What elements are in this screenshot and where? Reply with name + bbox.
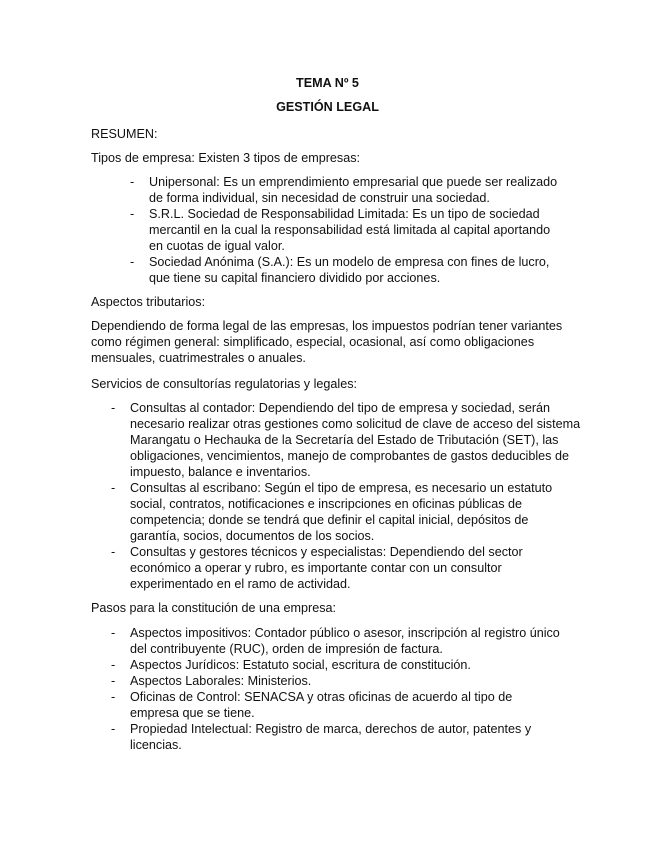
list-item (111, 673, 561, 689)
list-item-text: Aspectos Jurídicos: Estatuto social, escritura de constitución. (130, 658, 471, 672)
list-item (130, 174, 560, 206)
list-item (111, 480, 581, 544)
list-item (130, 206, 560, 254)
dash-bullet: - (111, 674, 116, 688)
list-item-text: Consultas y gestores técnicos y especialistas: Dependiendo del sector económico a operar y rubro, es importante contar con un consultor experimentado en el ramo de actividad. (130, 545, 523, 591)
list-item-text: S.R.L. Sociedad de Responsabilidad Limitada: Es un tipo de sociedad mercantil en la cual la responsabilidad está limitada al capital aportando en cuotas de igual valor. (149, 207, 551, 253)
list-item-text: Consultas al escribano: Según el tipo de empresa, es necesario un estatuto social, contratos, notificaciones e inscripciones en oficinas públicas de competencia; donde se tendrá que definir el capital inicial, depósitos de garantía, socios, documentos de los socios. (130, 481, 553, 543)
list-item-text: Sociedad Anónima (S.A.): Es un modelo de empresa con fines de lucro, que tiene su capital financiero dividido por acciones. (149, 255, 550, 285)
list-item (111, 625, 561, 657)
list-item-text: Unipersonal: Es un emprendimiento empresarial que puede ser realizado de forma individual, sin necesidad de construir una sociedad. (149, 175, 558, 205)
tributarios-text: Dependiendo de forma legal de las empresas, los impuestos podrían tener variantes como régimen general: simplificado, especial, ocasional, así como obligaciones mensuales, cuatrimestrales o anuales. (91, 319, 563, 365)
dash-bullet: - (111, 690, 116, 704)
resumen-label: RESUMEN: (91, 127, 158, 141)
page-title: TEMA Nº 5 (296, 76, 359, 90)
servicios-list (111, 400, 581, 592)
dash-bullet: - (130, 175, 135, 189)
dash-bullet: - (130, 207, 135, 221)
list-item-text: Oficinas de Control: SENACSA y otras oficinas de acuerdo al tipo de empresa que se tiene. (130, 690, 513, 720)
list-item (130, 254, 560, 286)
dash-bullet: - (111, 545, 116, 559)
dash-bullet: - (111, 401, 116, 415)
dash-bullet: - (111, 658, 116, 672)
dash-bullet: - (111, 481, 116, 495)
list-item (111, 400, 581, 480)
dash-bullet: - (111, 626, 116, 640)
list-item (111, 689, 561, 721)
tipos-list (130, 174, 560, 286)
list-item (111, 657, 561, 673)
page-subtitle: GESTIÓN LEGAL (276, 100, 379, 114)
pasos-list (111, 625, 561, 753)
pasos-label: Pasos para la constitución de una empresa: (91, 601, 337, 615)
dash-bullet: - (111, 722, 116, 736)
list-item-text: Aspectos impositivos: Contador público o asesor, inscripción al registro único del contribuyente (RUC), orden de impresión de factura. (130, 626, 560, 656)
list-item-text: Propiedad Intelectual: Registro de marca, derechos de autor, patentes y licencias. (130, 722, 532, 752)
list-item (111, 721, 561, 753)
dash-bullet: - (130, 255, 135, 269)
tributarios-label: Aspectos tributarios: (91, 295, 206, 309)
tipos-intro: Tipos de empresa: Existen 3 tipos de empresas: (91, 151, 361, 165)
servicios-label: Servicios de consultorías regulatorias y legales: (91, 377, 357, 391)
list-item-text: Aspectos Laborales: Ministerios. (130, 674, 312, 688)
list-item (111, 544, 581, 592)
list-item-text: Consultas al contador: Dependiendo del tipo de empresa y sociedad, serán necesario realizar otras gestiones como solicitud de clave de acceso del sistema Marangatu o Hechauka de la Secretaría del Estado de Tributación (SET), las obligaciones, vencimientos, manejo de comprobantes de gastos deducibles de impuesto, balance e inventarios. (130, 401, 581, 479)
